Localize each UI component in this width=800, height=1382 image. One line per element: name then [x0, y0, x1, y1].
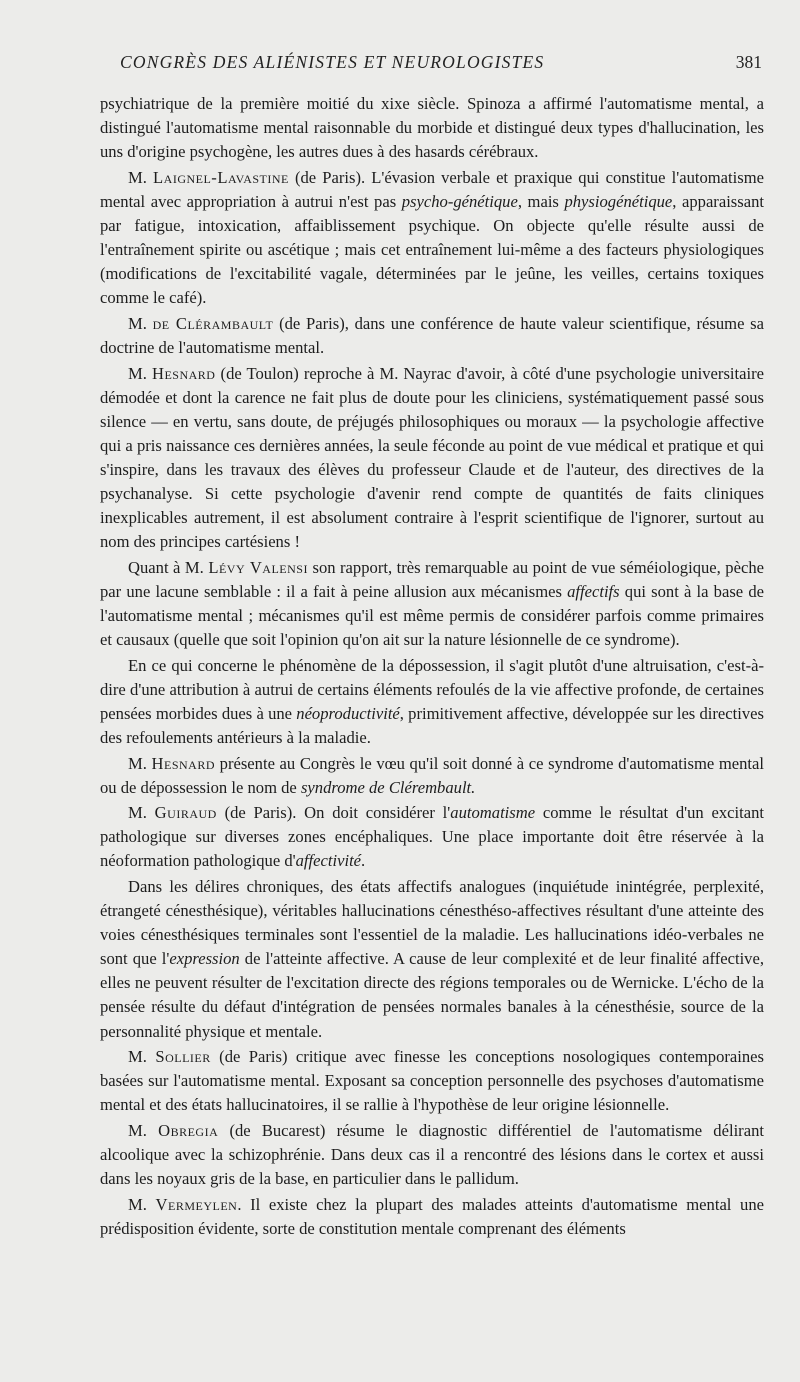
paragraph [100, 312, 764, 360]
text-run: M. [128, 803, 155, 823]
text-run: M. [128, 753, 152, 773]
text-run: Dans les délires chroniques, des états affectifs analogues (inquiétude inintégrée, perplexité, étrangeté cénesthésique), véritables hallucinations cénesthéso-affectives résultant d'une atteinte des voies cénesthésiques terminales sont l'essentiel de la maladie. Les hallucinations idéo-verbales ne sont que l' [100, 877, 764, 969]
italic-term: affectifs [567, 581, 620, 601]
author-name: Lévy Valensi [208, 557, 308, 577]
text-run: M. [128, 313, 153, 333]
author-name: de Clérambault [152, 313, 274, 333]
text-run: , apparaissant par fatigue, intoxication, affaiblissement psychique. On objecte qu'elle résulte aussi de l'entraînement spirite ou ascétique ; mais cet entraînement lui-même a des facteurs physiologiques (modifications de l'excitabilité vagale, déterminées par le jeûne, les veilles, certains toxiques comme le café). [100, 191, 764, 308]
author-name: Guiraud [154, 803, 217, 823]
text-run: (de Paris) critique avec finesse les conceptions nosologiques contemporaines basées sur l'automatisme mental. Exposant sa conception personnelle des psychoses d'automatisme mental et des états hallucinatoires, il se rallie à l'hypothèse de leur origine lésionnelle. [100, 1047, 764, 1115]
author-name: Vermeylen [155, 1194, 238, 1214]
text-run: En ce qui concerne le phénomène de la dépossession, il s'agit plutôt d'une altruisation, c'est-à-dire d'une attribution à autrui de certains éléments refoulés de la vie affective profonde, de certaines pensées morbides dues à une [100, 655, 764, 723]
paragraph [100, 1045, 764, 1117]
paragraph [100, 654, 764, 750]
author-name: Obregia [158, 1120, 219, 1140]
italic-term: affectivité [295, 851, 362, 871]
text-run: M. [128, 167, 154, 187]
text-run: son rapport, très remarquable au point de vue séméiologique, pèche par une lacune semblable : il a fait à peine allusion aux mécanismes [100, 557, 764, 601]
paragraph [100, 166, 764, 311]
text-run: qui sont à la base de l'automatisme mental ; mécanismes qu'il est même permis de considérer parfois comme primaires et causaux (quelle que soit l'opinion qu'on ait sur la nature lésionnelle de ce syndrome). [100, 581, 764, 650]
text-run: (de Paris). L'évasion verbale et praxique qui constitue l'automatisme mental avec appropriation à autrui n'est pas [100, 167, 764, 211]
paragraph [100, 752, 764, 800]
italic-term: syndrome de Clérembault. [300, 777, 476, 797]
author-name: Hesnard [151, 363, 216, 383]
page-number: 381 [735, 52, 762, 72]
italic-term: psycho-génétique [401, 191, 518, 211]
text-run: de l'atteinte affective. A cause de leur complexité et de leur finalité affective, elles ne peuvent résulter de l'excitation directe des régions temporales ou de Wernicke. L'écho de la pensée résulte du défaut d'intégration de pensées normales banales à la cénesthésie, source de la personnalité physique et mentale. [100, 949, 764, 1041]
text-run: présente au Congrès le vœu qu'il soit donné à ce syndrome d'automatisme mental ou de dépossession le nom de [100, 753, 764, 797]
text-run: , primitivement affective, développée sur les directives des refoulements antérieurs à la maladie. [100, 703, 765, 747]
paragraph [100, 362, 764, 555]
paragraph [100, 875, 764, 1044]
text-run: (de Paris). On doit considérer l' [216, 803, 451, 823]
text-run: M. [128, 363, 152, 383]
text-run: comme le résultat d'un excitant pathologique sur diverses zones encéphaliques. Une place importante doit être réservée à la néoformation pathologique d' [100, 803, 764, 871]
paragraph [100, 1193, 764, 1241]
paragraph [100, 1119, 764, 1191]
text-run: (de Bucarest) résume le diagnostic différentiel de l'automatisme délirant alcoolique avec la schizophrénie. Dans deux cas il a rencontré des lésions dans le cortex et aussi dans les noyaux gris de la base, en particulier dans le pallidum. [100, 1120, 764, 1189]
paragraph [100, 556, 764, 652]
italic-term: physiogénétique [564, 191, 673, 211]
italic-term: néoproductivité [296, 703, 400, 723]
paragraph [100, 92, 764, 164]
page-header [100, 48, 764, 82]
paragraph [100, 801, 764, 873]
running-title: CONGRÈS DES ALIÉNISTES ET NEUROLOGISTES [120, 52, 545, 72]
text-run: M. [128, 1194, 156, 1214]
text-run: Quant à M. [128, 557, 209, 577]
text-run: . Il existe chez la plupart des malades atteints d'automatisme mental une prédisposition évidente, sorte de constitution mentale comprenant des éléments [100, 1194, 764, 1238]
author-name: Laignel-Lavastine [153, 167, 289, 187]
author-name: Sollier [155, 1047, 211, 1067]
text-run: , mais [517, 191, 565, 211]
italic-term: expression [169, 949, 240, 969]
text-run: M. [128, 1120, 159, 1140]
text-run: (de Paris), dans une conférence de haute valeur scientifique, résume sa doctrine de l'automatisme mental. [100, 313, 764, 357]
italic-term: automatisme [450, 803, 536, 823]
author-name: Hesnard [151, 753, 216, 773]
text-run: psychiatrique de la première moitié du xixe siècle. Spinoza a affirmé l'automatisme mental, a distingué l'automatisme mental raisonnable du morbide et distingué deux types d'hallucination, les uns d'origine psychogène, les autres dues à des hasards cérébraux. [100, 94, 764, 162]
text-run: M. [128, 1047, 156, 1067]
body-text [100, 92, 764, 1241]
text-run: (de Toulon) reproche à M. Nayrac d'avoir, à côté d'une psychologie universitaire démodée et dont la carence ne fait plus de doute pour les cliniciens, systématiquement passé sous silence — en vertu, sans doute, de préjugés philosophiques ou moraux — la psychologie affective qui a pris naissance ces dernières années, la seule féconde au point de vue médical et pratique et qui s'inspire, dans les travaux des élèves du professeur Claude et de l'auteur, des directives de la psychanalyse. Si cette psychologie d'avenir rend compte de quantités de faits cliniques inexplicables autrement, il est absolument contraire à l'esprit scientifique de l'ignorer, surtout au nom des principes cartésiens ! [100, 363, 764, 552]
text-run: . [361, 851, 366, 871]
